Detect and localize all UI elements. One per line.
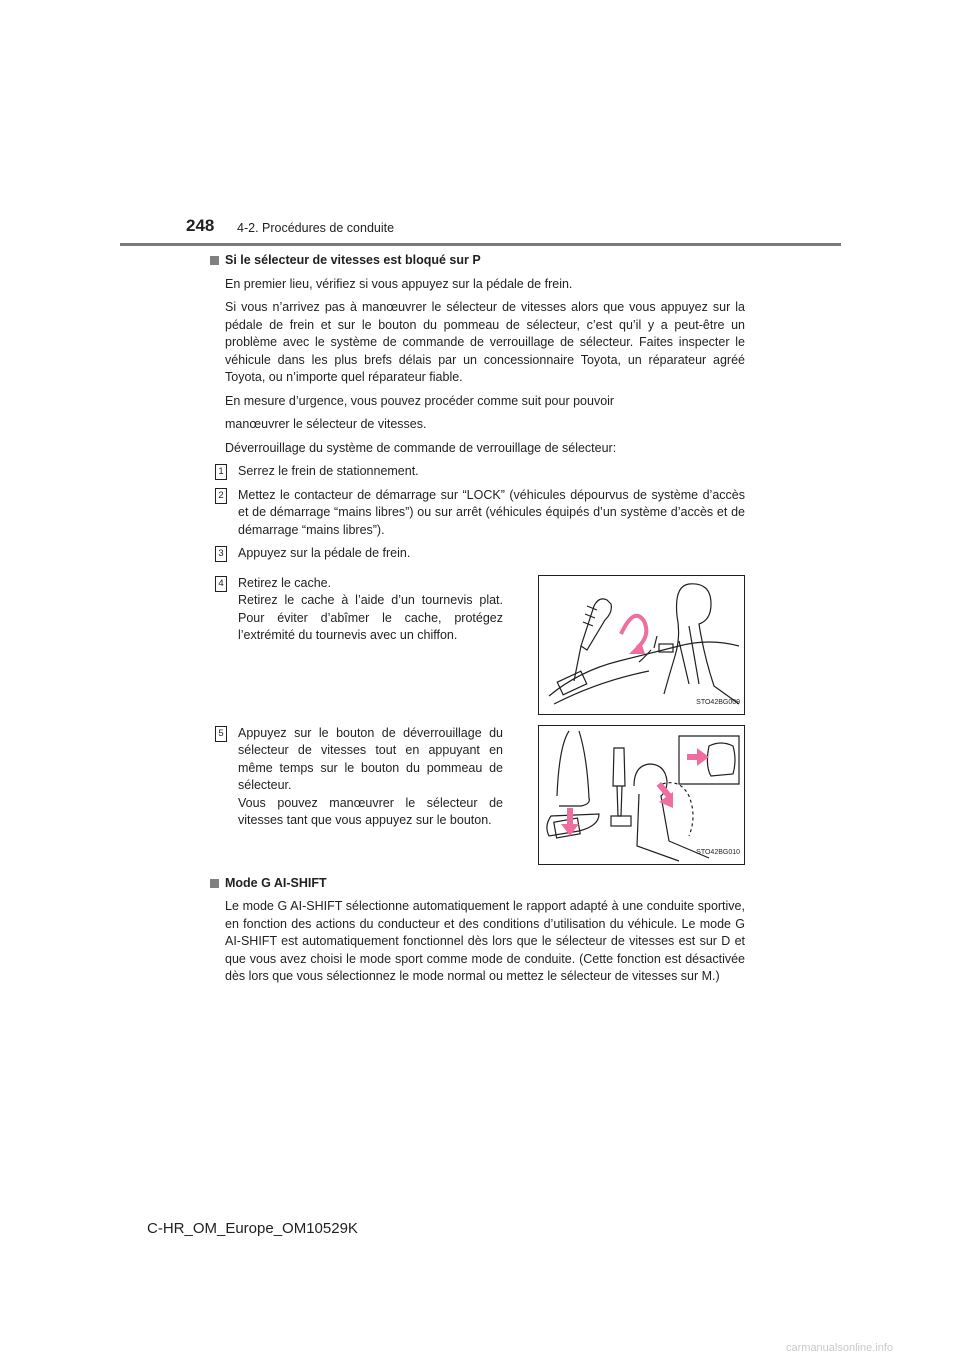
step-number: 1 bbox=[215, 464, 227, 480]
step-number: 2 bbox=[215, 488, 227, 504]
figure-code: STO42BG009 bbox=[696, 699, 740, 706]
step-text: Vous pouvez manœuvrer le sélecteur de vitesses tant que vous appuyez sur le bouton. bbox=[238, 795, 503, 827]
figure-code: STO42BG010 bbox=[696, 849, 740, 856]
bullet-square-icon bbox=[210, 256, 219, 265]
paragraph: En mesure d’urgence, vous pouvez procéder comme suit pour pouvoir bbox=[225, 393, 615, 408]
section-heading-text: Si le sélecteur de vitesses est bloqué sur P bbox=[225, 253, 481, 267]
section-heading bbox=[210, 252, 745, 270]
step-3 bbox=[210, 545, 745, 563]
watermark: carmanualsonline.info bbox=[786, 1342, 894, 1354]
step-number: 4 bbox=[215, 576, 227, 592]
paragraph: En premier lieu, vérifiez si vous appuyez sur la pédale de frein. bbox=[225, 276, 573, 291]
step-text: Retirez le cache. bbox=[238, 575, 332, 590]
page-number: 248 bbox=[186, 216, 215, 235]
paragraph: manœuvrer le sélecteur de vitesses. bbox=[225, 417, 427, 431]
main-content bbox=[210, 252, 745, 992]
step-2 bbox=[210, 487, 745, 540]
step-4 bbox=[210, 575, 745, 715]
step-1 bbox=[210, 463, 745, 481]
section-title: 4-2. Procédures de conduite bbox=[237, 221, 395, 235]
step-text: Appuyez sur la pédale de frein. bbox=[238, 546, 411, 560]
bullet-square-icon bbox=[210, 879, 219, 888]
section-heading bbox=[210, 875, 745, 893]
step-5 bbox=[210, 725, 745, 865]
step-text: Mettez le contacteur de démarrage sur “LOCK” (véhicules dépourvus de système d’accès et de démarrage “mains libres”) ou sur arrêt (véhicules équipés d’un système d’accès et de démarrage “mains libres”). bbox=[238, 487, 745, 537]
step-number: 5 bbox=[215, 726, 227, 742]
illustration-screwdriver-cover bbox=[539, 576, 744, 714]
paragraph: Le mode G AI-SHIFT sélectionne automatiquement le rapport adapté à une conduite sportive, en fonction des actions du conducteur et des conditions d’utilisation du véhicule. Le mode G AI-SHIFT est automatiquement fonctionnel dès lors que le sélecteur de vitesses est sur D et que vous avez choisi le mode sport comme mode de conduite. (Cette fonction est désactivée dès lors que vous sélectionnez le mode normal ou mettez le sélecteur de vitesses sur M.) bbox=[225, 899, 745, 983]
header-rule bbox=[120, 243, 841, 246]
figure-remove-cover bbox=[538, 575, 745, 715]
footer-doc-id: C-HR_OM_Europe_OM10529K bbox=[147, 1220, 358, 1237]
section-heading-text: Mode G AI-SHIFT bbox=[225, 875, 327, 890]
step-text: Retirez le cache à l’aide d’un tournevis plat. Pour éviter d’abîmer le cache, protégez l’extrémité du tournevis avec un chiffon. bbox=[238, 593, 503, 642]
step-text: Serrez le frein de stationnement. bbox=[238, 464, 419, 478]
figure-release-button bbox=[538, 725, 745, 865]
paragraph: Déverrouillage du système de commande de verrouillage de sélecteur: bbox=[225, 440, 617, 455]
step-text: Appuyez sur le bouton de déverrouillage du sélecteur de vitesses tout en appuyant en même temps sur le bouton du pommeau de sélecteur. bbox=[238, 725, 503, 792]
paragraph: Si vous n’arrivez pas à manœuvrer le sélecteur de vitesses alors que vous appuyez sur la pédale de frein et sur le bouton du pommeau de sélecteur, c’est qu’il y a peut-être un problème avec le système de commande de verrouillage de sélecteur. Faites inspecter le véhicule dans les plus brefs délais par un concessionnaire Toyota, un réparateur agréé Toyota, ou n’importe quel réparateur fiable. bbox=[225, 300, 745, 384]
page-header bbox=[0, 0, 960, 250]
illustration-shift-release bbox=[539, 726, 744, 864]
step-number: 3 bbox=[215, 546, 227, 562]
